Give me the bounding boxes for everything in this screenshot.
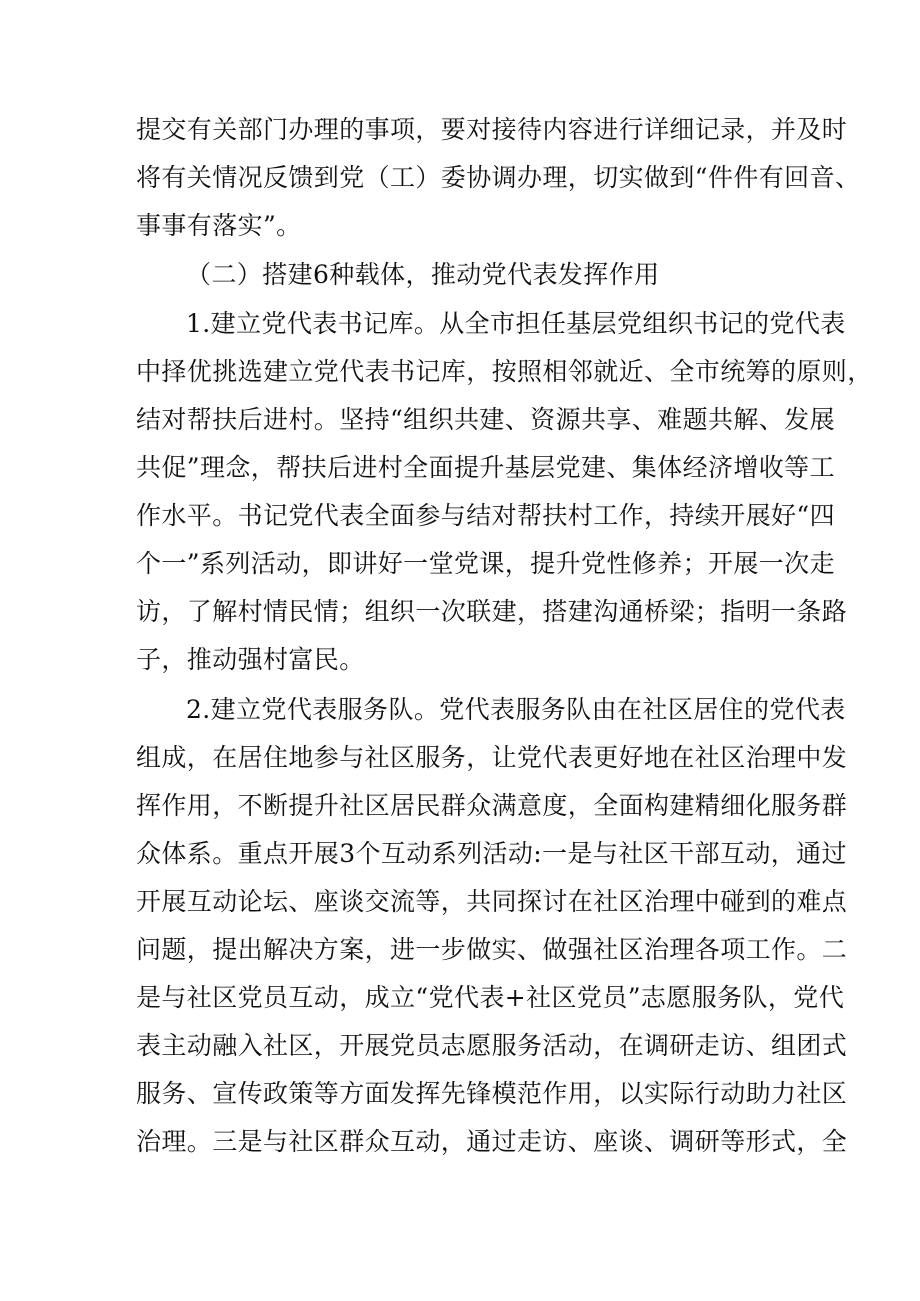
paragraph-line: 结对帮扶后进村。坚持“组织共建、资源共享、难题共解、发展	[136, 405, 835, 434]
paragraph-line: 2.建立党代表服务队。党代表服务队由在社区居住的党代表	[186, 695, 846, 724]
section-heading: （二）搭建6种载体，推动党代表发挥作用	[186, 260, 660, 289]
paragraph-line: 中择优挑选建立党代表书记库，按照相邻就近、全市统筹的原则，	[136, 357, 873, 386]
paragraph-line: 共促”理念，帮扶后进村全面提升基层党建、集体经济增收等工	[136, 453, 835, 482]
paragraph-line: 治理。三是与社区群众互动，通过走访、座谈、调研等形式，全	[136, 1127, 848, 1156]
paragraph-line: 挥作用，不断提升社区居民群众满意度，全面构建精细化服务群	[136, 791, 848, 820]
paragraph-line: 服务、宣传政策等方面发挥先锋模范作用，以实际行动助力社区	[136, 1079, 848, 1108]
paragraph-line: 组成，在居住地参与社区服务，让党代表更好地在社区治理中发	[136, 743, 848, 772]
paragraph-line: 提交有关部门办理的事项，要对接待内容进行详细记录，并及时	[136, 115, 848, 144]
paragraph-line: 将有关情况反馈到党（工）委协调办理，切实做到“件件有回音、	[136, 163, 861, 192]
paragraph-line: 是与社区党员互动，成立“党代表+社区党员”志愿服务队，党代	[136, 983, 845, 1012]
paragraph-line: 开展互动论坛、座谈交流等，共同探讨在社区治理中碰到的难点	[136, 887, 848, 916]
paragraph-line: 1.建立党代表书记库。从全市担任基层党组织书记的党代表	[186, 309, 846, 338]
paragraph-line: 表主动融入社区，开展党员志愿服务活动，在调研走访、组团式	[136, 1031, 848, 1060]
paragraph-line: 事事有落实”。	[136, 211, 302, 240]
paragraph-line: 个一”系列活动，即讲好一堂党课，提升党性修养；开展一次走	[136, 549, 835, 578]
paragraph-line: 子，推动强村富民。	[136, 645, 365, 674]
paragraph-line: 作水平。书记党代表全面参与结对帮扶村工作，持续开展好“四	[136, 501, 835, 530]
paragraph-line: 访，了解村情民情；组织一次联建，搭建沟通桥梁；指明一条路	[136, 597, 848, 626]
paragraph-line: 问题，提出解决方案，进一步做实、做强社区治理各项工作。二	[136, 935, 848, 964]
paragraph-line: 众体系。重点开展3个互动系列活动:一是与社区干部互动，通过	[136, 839, 847, 868]
